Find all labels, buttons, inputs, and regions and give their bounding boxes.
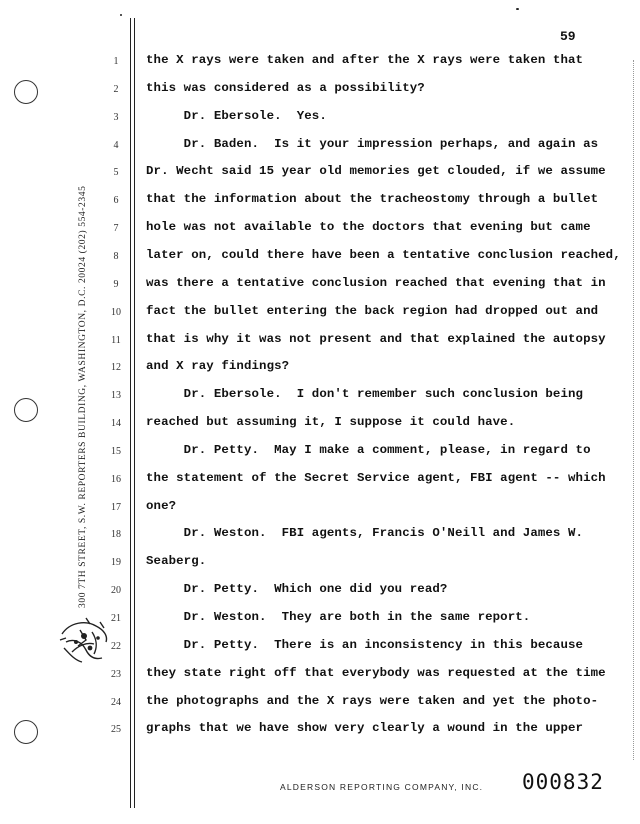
line-number: 24	[111, 696, 121, 708]
line-number: 8	[113, 250, 119, 262]
transcript-line: Dr. Wecht said 15 year old memories get clouded, if we assume	[146, 164, 606, 179]
transcript-line: Seaberg.	[146, 554, 207, 569]
scan-speck	[120, 14, 122, 16]
transcript-line: Dr. Ebersole. I don't remember such conclusion being	[146, 387, 584, 402]
transcript-line: Dr. Ebersole. Yes.	[146, 108, 327, 123]
transcript-line: Dr. Petty. Which one did you read?	[146, 582, 448, 597]
transcript-line: they state right off that everybody was requested at the time	[146, 665, 606, 680]
footer-company: ALDERSON REPORTING COMPANY, INC.	[280, 782, 484, 792]
line-number: 12	[111, 362, 121, 374]
page-number: 59	[560, 29, 576, 44]
margin-rule-left	[130, 18, 131, 808]
line-number: 20	[111, 585, 121, 597]
punch-hole-bottom	[14, 720, 38, 744]
line-number: 9	[113, 278, 119, 290]
line-number: 14	[111, 418, 121, 430]
line-number: 16	[111, 473, 121, 485]
transcript-line: fact the bullet entering the back region had dropped out and	[146, 303, 599, 318]
line-number: 10	[111, 306, 121, 318]
line-number: 2	[113, 83, 119, 95]
line-number: 25	[111, 724, 121, 736]
line-number: 15	[111, 445, 121, 457]
transcript-line: and X ray findings?	[146, 359, 290, 374]
line-number: 1	[113, 56, 119, 67]
scan-speck	[516, 8, 519, 10]
transcript-line: that is why it was not present and that explained the autopsy	[146, 331, 606, 346]
line-number: 21	[111, 613, 121, 624]
transcript-line: reached but assuming it, I suppose it could have.	[146, 415, 516, 430]
transcript-line: hole was not available to the doctors that evening but came	[146, 220, 591, 235]
transcript-line: this was considered as a possibility?	[146, 80, 425, 95]
line-number: 17	[111, 501, 121, 513]
line-number: 6	[113, 195, 119, 207]
line-number: 7	[113, 223, 119, 235]
transcript-line: the statement of the Secret Service agent, FBI agent -- which	[146, 470, 606, 485]
punch-hole-top	[14, 80, 38, 104]
punch-hole-middle	[14, 398, 38, 422]
line-number: 5	[113, 167, 119, 179]
line-number: 4	[113, 139, 119, 151]
line-number: 22	[111, 640, 121, 652]
transcript-line: Dr. Baden. Is it your impression perhaps, and again as	[146, 136, 599, 151]
reporter-address-sidebar: 300 7TH STREET, S.W. REPORTERS BUILDING, WASHINGTON, D.C. 20024 (202) 554-2345	[78, 185, 88, 608]
scan-edge	[632, 60, 634, 760]
line-number: 19	[111, 557, 121, 569]
line-number: 3	[113, 111, 119, 123]
line-number: 13	[111, 390, 121, 402]
margin-rule-right	[134, 18, 135, 808]
transcript-line: was there a tentative conclusion reached that evening that in	[146, 275, 606, 290]
footer-document-number: 000832	[522, 770, 604, 794]
line-number: 18	[111, 529, 121, 541]
transcript-line: graphs that we have show very clearly a wound in the upper	[146, 721, 584, 736]
transcript-line: later on, could there have been a tentative conclusion reached,	[146, 247, 621, 262]
transcript-line: that the information about the tracheostomy through a bullet	[146, 192, 599, 207]
reporter-seal-stamp	[56, 612, 114, 668]
transcript-line: Dr. Petty. There is an inconsistency in this because	[146, 637, 584, 652]
line-number: 23	[111, 668, 121, 680]
transcript-line: the photographs and the X rays were taken and yet the photo-	[146, 693, 599, 708]
transcript-line: Dr. Petty. May I make a comment, please, in regard to	[146, 442, 591, 457]
transcript-line: Dr. Weston. FBI agents, Francis O'Neill and James W.	[146, 526, 584, 541]
transcript-line: one?	[146, 498, 177, 513]
transcript-line: Dr. Weston. They are both in the same report.	[146, 610, 531, 624]
transcript-line: the X rays were taken and after the X rays were taken that	[146, 53, 584, 67]
line-number: 11	[111, 334, 121, 346]
